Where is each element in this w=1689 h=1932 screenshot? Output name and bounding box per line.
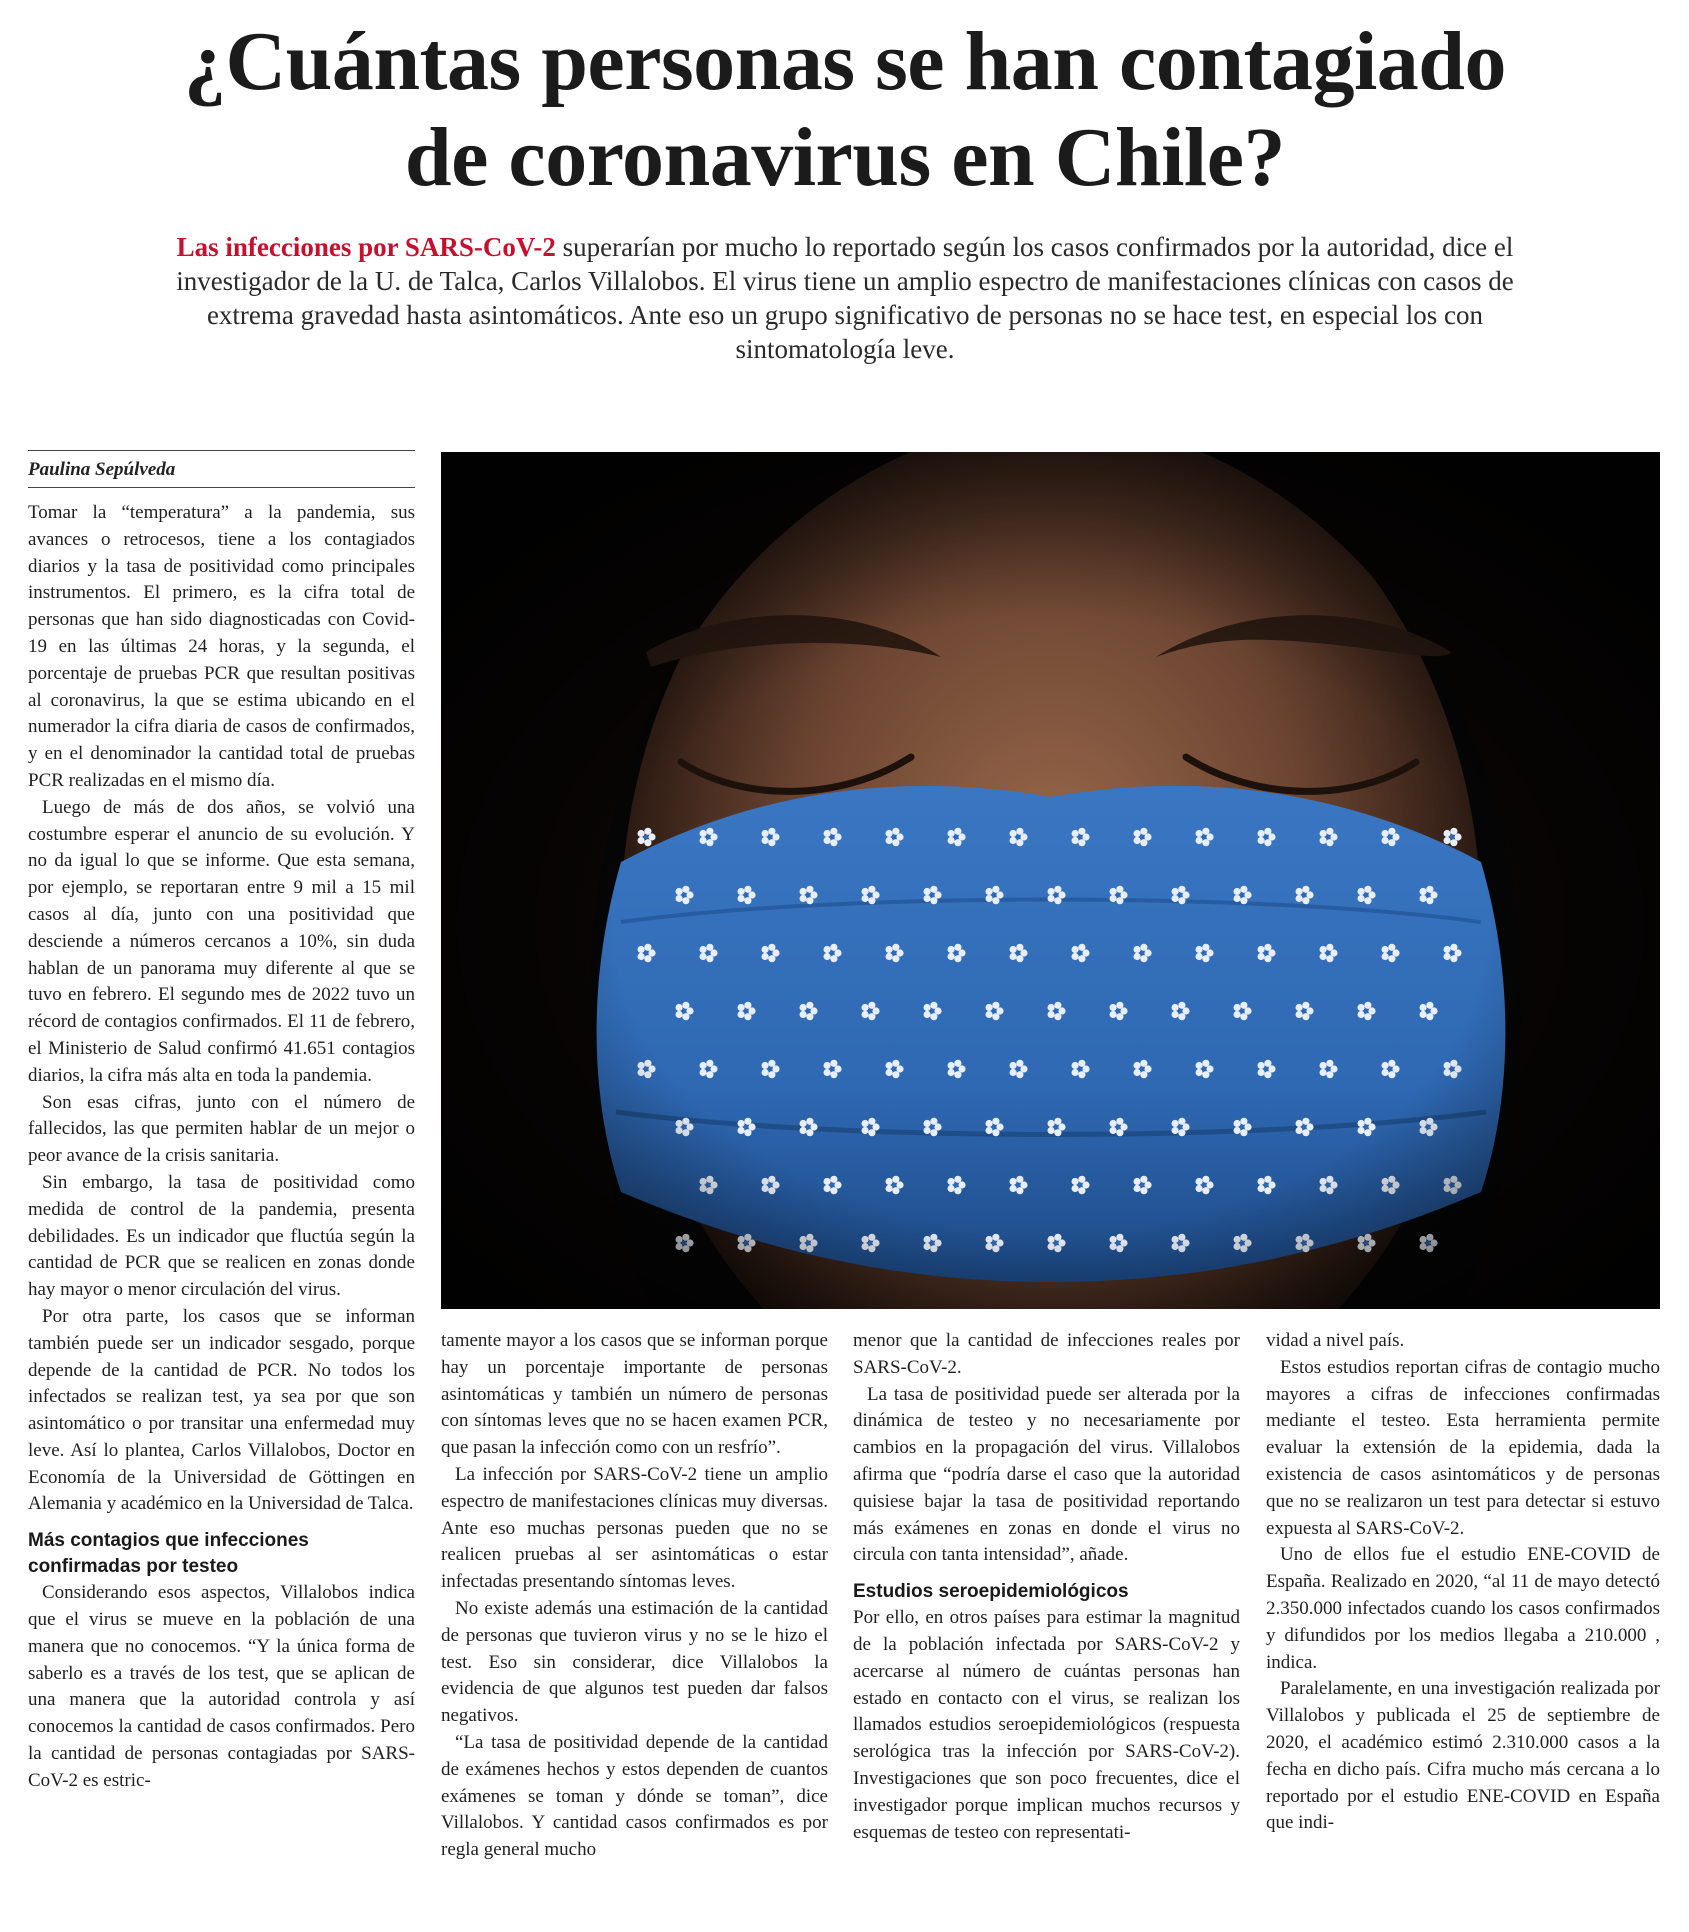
paragraph: Son esas cifras, junto con el número de fallecidos, las que permiten hablar de un mejor o peor avance de la crisis sanitaria.	[28, 1091, 415, 1167]
byline: Paulina Sepúlveda	[28, 459, 176, 480]
paragraph: No existe además una estimación de la cantidad de personas que tuvieron virus y no se le hizo el test. Eso sin considerar, dice Villalobos la evidencia de que algunos test pueden dar falsos negativos.	[441, 1597, 828, 1727]
paragraph: vidad a nivel país.	[1266, 1330, 1405, 1351]
headline	[20, 14, 1670, 206]
paragraph: Considerando esos aspectos, Villalobos indica que el virus se mueve en la población de una manera que no conocemos. “Y la única forma de saberlo es a través de los test, que se aplican de una manera que la autoridad controla y así conocemos la cantidad de casos confirmados. Pero la cantidad de personas contagiadas por SARS-CoV-2 es estric-	[28, 1582, 415, 1791]
paragraph: “La tasa de positividad depende de la cantidad de exámenes hechos y estos dependen de cuantos exámenes se toman y dónde se toman”, dice Villalobos. Y cantidad casos confirmados es por regla general mucho	[441, 1731, 828, 1861]
article-column-3	[853, 1328, 1240, 1846]
byline-rule-top	[28, 450, 415, 451]
subheading: Más contagios que infecciones confirmadas por testeo	[28, 1530, 309, 1578]
deck-text: superarían por mucho lo reportado según los casos confirmados por la autoridad, dice el investigador de la U. de Talca, Carlos Villalobos. El virus tiene un amplio espectro de manifestaciones clínicas con casos de extrema gravedad hasta asintomáticos. Ante eso un grupo significativo de personas no se hace test, en especial los con sintomatología leve.	[176, 232, 1514, 364]
paragraph: Por otra parte, los casos que se informan también puede ser un indicador sesgado, porque depende de la cantidad de PCR. No todos los infectados se realizan test, ya sea por que son asintomático o por transitar una enfermedad muy leve. Así lo plantea, Carlos Villalobos, Doctor en Economía de la Universidad de Göttingen en Alemania y académico en la Universidad de Talca.	[28, 1305, 415, 1515]
article-column-2	[441, 1328, 828, 1864]
deck-highlight: Las infecciones por SARS-CoV-2	[176, 232, 556, 262]
paragraph: La tasa de positividad puede ser alterada por la dinámica de testeo y no necesariamente por cambios en la propagación del virus. Villalobos afirma que “podría darse el caso que la autoridad quisiese bajar la tasa de positividad reportando más exámenes en zonas en donde el virus no circula con tanta intensidad”, añade.	[853, 1383, 1240, 1566]
paragraph: Paralelamente, en una investigación realizada por Villalobos y publicada el 25 de septiembre de 2020, el académico estimó 2.310.000 casos a la fecha en dicho país. Cifra mucho más cercana a lo reportado por el estudio ENE-COVID en España que indi-	[1266, 1678, 1660, 1834]
article-column-1	[28, 500, 415, 1795]
paragraph: Luego de más de dos años, se volvió una costumbre esperar el anuncio de su evolución. Y no da igual lo que se informe. Que esta semana, por ejemplo, se reportaran entre 9 mil a 15 mil casos al día, junto con una positividad que desciende a números cercanos a 10%, sin duda hablan de un panorama muy diferente al que se tuvo en febrero. El segundo mes de 2022 tuvo un récord de contagios confirmados. El 11 de febrero, el Ministerio de Salud confirmó 41.651 contagios diarios, la cifra más alta en toda la pandemia.	[28, 796, 415, 1086]
photo-illustration	[441, 452, 1660, 1309]
deck	[130, 230, 1560, 366]
paragraph: menor que la cantidad de infecciones reales por SARS-CoV-2.	[853, 1330, 1240, 1378]
paragraph: Uno de ellos fue el estudio ENE-COVID de España. Realizado en 2020, “al 11 de mayo detectó 2.350.000 infectados cuando los casos confirmados y difundidos por los medios llegaba a 210.000 , indica.	[1266, 1544, 1660, 1673]
headline-line-2: de coronavirus en Chile?	[404, 111, 1286, 204]
paragraph: Tomar la “temperatura” a la pandemia, sus avances o retrocesos, tiene a los contagiados diarios y la tasa de positividad como principales instrumentos. El primero, es la cifra total de personas que han sido diagnosticadas con Covid-19 en las últimas 24 horas, y la segunda, el porcentaje de pruebas PCR que resultan positivas al coronavirus, la que se estima ubicando en el numerador la cifra diaria de casos de confirmados, y en el denominador la cantidad total de pruebas PCR realizadas en el mismo día.	[28, 502, 415, 791]
photo-masked-woman	[441, 452, 1660, 1309]
article-column-4	[1266, 1328, 1660, 1837]
paragraph: tamente mayor a los casos que se informan porque hay un porcentaje importante de personas asintomáticas y también un número de personas con síntomas leves que no se hacen examen PCR, que pasan la infección como con un resfrío”.	[441, 1330, 828, 1459]
paragraph: La infección por SARS-CoV-2 tiene un amplio espectro de manifestaciones clínicas muy diversas. Ante eso muchas personas pueden que no se realicen pruebas al ser asintomáticas o estar infectadas presentando síntomas leves.	[441, 1463, 828, 1593]
paragraph: Por ello, en otros países para estimar la magnitud de la población infectada por SARS-CoV-2 y acercarse al número de cuántas personas han estado en contacto con el virus, se realizan los llamados estudios seroepidemiológicos (respuesta serológica tras la infección por SARS-CoV-2). Investigaciones que son poco frecuentes, dice el investigador porque implican muchos recursos y esquemas de testeo con representati-	[853, 1607, 1240, 1843]
photo-vignette	[441, 452, 1660, 1309]
subheading: Estudios seroepidemiológicos	[853, 1581, 1129, 1603]
headline-line-1: ¿Cuántas personas se han contagiado	[183, 15, 1507, 108]
paragraph: Sin embargo, la tasa de positividad como medida de control de la pandemia, presenta debilidades. Es un indicador que fluctúa según la cantidad de PCR que se realicen en zonas donde hay mayor o menor circulación del virus.	[28, 1171, 415, 1301]
paragraph: Estos estudios reportan cifras de contagio mucho mayores a cifras de infecciones confirmadas mediante el testeo. Esta herramienta permite evaluar la extensión de la epidemia, dada la existencia de casos asintomáticos y de personas que no se realizaron un test para detectar si estuvo expuesta al SARS-CoV-2.	[1266, 1356, 1660, 1539]
byline-rule-bottom	[28, 487, 415, 488]
